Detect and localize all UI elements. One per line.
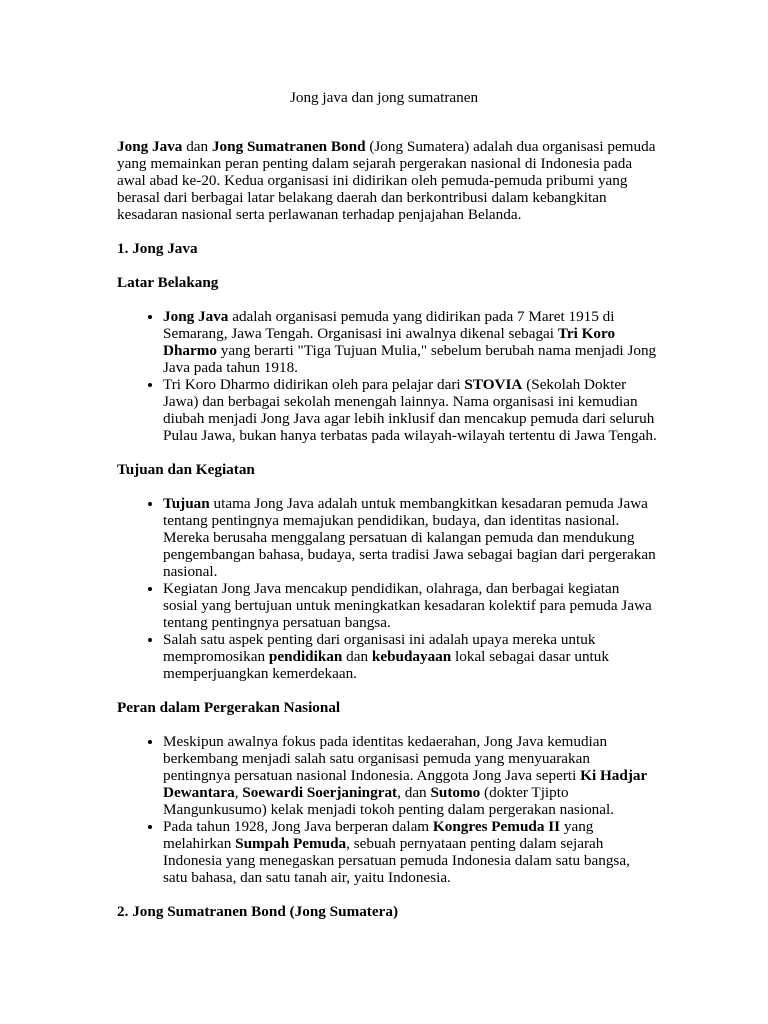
document-title: Jong java dan jong sumatranen — [289, 89, 479, 106]
section-heading-jong-sumatranen: 2. Jong Sumatranen Bond (Jong Sumatera) — [117, 903, 398, 920]
text-run: utama Jong Java adalah untuk membangkitkan kesadaran pemuda Jawa tentang pentingnya memajukan pendidikan, budaya, dan identitas nasional. Mereka berusaha menggalang persatuan di kalangan pemuda dan mendukung pengembangan bahasa, budaya, serta tradisi Jawa sebagai bagian dari pergerakan nasional. — [163, 495, 656, 580]
latar-belakang-list — [117, 308, 657, 444]
list-item — [163, 631, 657, 682]
list-item — [163, 818, 657, 886]
bold-text: Soewardi Soerjaningrat — [242, 784, 398, 801]
text-run: Kegiatan Jong Java mencakup pendidikan, olahraga, dan berbagai kegiatan sosial yang bertujuan untuk meningkatkan kesadaran kolektif para pemuda Jawa tentang pentingnya persatuan bangsa. — [163, 580, 652, 631]
bold-text: Tri Koro Dharmo — [163, 325, 616, 359]
text-run: dan — [342, 648, 372, 665]
text-run: Salah satu aspek penting dari organisasi ini adalah upaya mereka untuk mempromosikan — [163, 631, 596, 665]
bold-text: pendidikan — [268, 648, 343, 665]
tujuan-list — [117, 495, 657, 682]
subheading-latar-belakang: Latar Belakang — [117, 274, 219, 291]
list-item — [163, 733, 657, 818]
text-run: Pada tahun 1928, Jong Java berperan dalam — [163, 818, 433, 835]
bold-text: Ki Hadjar Dewantara — [163, 767, 647, 801]
bold-text: Kongres Pemuda II — [432, 818, 561, 835]
bold-text: Sumpah Pemuda — [235, 835, 347, 852]
bold-text: kebudayaan — [371, 648, 452, 665]
text-run: adalah organisasi pemuda yang didirikan pada 7 Maret 1915 di Semarang, Jawa Tengah. Organisasi ini awalnya dikenal sebagai — [163, 308, 615, 342]
subheading-tujuan-dan-kegiatan: Tujuan dan Kegiatan — [117, 461, 255, 478]
bold-text: Jong Sumatranen Bond — [211, 138, 366, 155]
intro-paragraph — [117, 138, 657, 223]
bold-text: STOVIA — [464, 376, 523, 393]
text-run: (Jong Sumatera) adalah dua organisasi pemuda yang memainkan peran penting dalam sejarah pergerakan nasional di Indonesia pada awal abad ke-20. Kedua organisasi ini didirikan oleh pemuda-pemuda pribumi yang berasal dari berbagai latar belakang daerah dan berkontribusi dalam kebangkitan kesadaran nasional serta perlawanan terhadap penjajahan Belanda. — [117, 138, 656, 223]
list-item — [163, 308, 657, 376]
text-run: Meskipun awalnya fokus pada identitas kedaerahan, Jong Java kemudian berkembang menjadi salah satu organisasi pemuda yang menyuarakan pentingnya persatuan nasional Indonesia. Anggota Jong Java seperti — [163, 733, 608, 784]
text-run: yang berarti "Tiga Tujuan Mulia," sebelum berubah nama menjadi Jong Java pada tahun 1918. — [163, 342, 657, 376]
document-body — [117, 138, 657, 937]
text-run: , — [234, 784, 243, 801]
text-run: dan — [182, 138, 212, 155]
text-run: yang melahirkan — [163, 818, 594, 852]
text-run: lokal sebagai dasar untuk memperjuangkan kemerdekaan. — [163, 648, 609, 682]
bold-text: Jong Java — [117, 138, 183, 155]
list-item — [163, 580, 657, 631]
bold-text: Jong Java — [163, 308, 229, 325]
list-item — [163, 376, 657, 444]
bold-text: Sutomo — [430, 784, 481, 801]
bold-text: Tujuan — [163, 495, 210, 512]
section-heading-jong-java: 1. Jong Java — [117, 240, 198, 257]
list-item — [163, 495, 657, 580]
text-run: , dan — [397, 784, 431, 801]
text-run: , sebuah pernyataan penting dalam sejarah Indonesia yang menegaskan persatuan pemuda Indonesia dalam satu bangsa, satu bahasa, dan satu tanah air, yaitu Indonesia. — [163, 835, 630, 886]
text-run: (Sekolah Dokter Jawa) dan berbagai sekolah menengah lainnya. Nama organisasi ini kemudian diubah menjadi Jong Java agar lebih inklusif dan mencakup pemuda dari seluruh Pulau Jawa, bukan hanya terbatas pada wilayah-wilayah tertentu di Jawa Tengah. — [163, 376, 657, 444]
text-run: Tri Koro Dharmo didirikan oleh para pelajar dari — [163, 376, 465, 393]
text-run: (dokter Tjipto Mangunkusumo) kelak menjadi tokoh penting dalam pergerakan nasional. — [163, 784, 615, 818]
subheading-peran: Peran dalam Pergerakan Nasional — [117, 699, 341, 716]
peran-list — [117, 733, 657, 886]
